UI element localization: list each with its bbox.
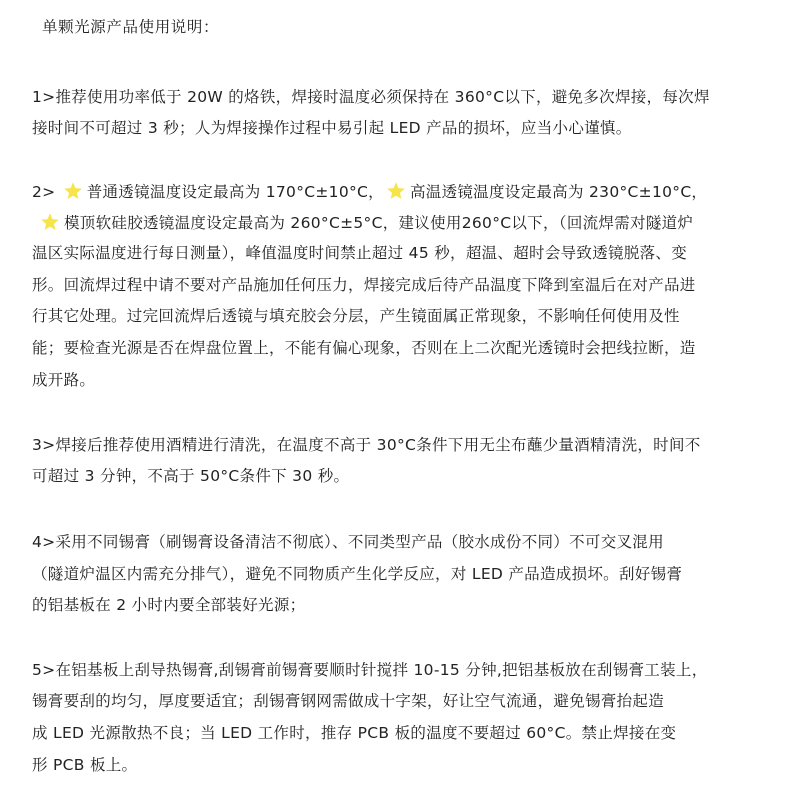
section-5-line-2: 锡膏要刮的均匀，厚度要适宜；刮锡膏钢网需做成十字架，好让空气流通，避免锡膏抬起造	[32, 692, 665, 710]
section-4-line-2: （隧道炉温区内需充分排气），避免不同物质产生化学反应，对 LED 产品造成损坏。刮好锡膏	[32, 565, 683, 583]
section-3-line-1: 3>焊接后推荐使用酒精进行清洗，在温度不高于 30°C条件下用无尘布蘸少量酒精清洗，时间不	[32, 436, 701, 454]
section-2-line-1	[32, 181, 707, 202]
star-icon	[63, 181, 83, 201]
section-4-line-3: 的铝基板在 2 小时内要全部装好光源；	[32, 596, 306, 614]
section-2-silicone-lens: 模顶软硅胶透镜温度设定最高为 260°C±5°C，建议使用260°C以下，（回流焊需对隧道炉	[64, 214, 694, 232]
star-icon	[40, 212, 60, 232]
section-1-line-2: 接时间不可超过 3 秒；人为焊接操作过程中易引起 LED 产品的损坏，应当小心谨慎。	[32, 119, 632, 137]
star-icon	[386, 181, 406, 201]
section-2-prefix: 2>	[32, 183, 56, 201]
section-1-line-1: 1>推荐使用功率低于 20W 的烙铁，焊接时温度必须保持在 360°C以下，避免多次焊接，每次焊	[32, 88, 710, 106]
section-2-line-2	[38, 212, 693, 233]
section-2-high-temp-lens: 高温透镜温度设定最高为 230°C±10°C，	[409, 183, 708, 201]
section-2-line-5: 行其它处理。过完回流焊后透镜与填充胶会分层，产生镜面属正常现象，不影响任何使用及性	[32, 307, 680, 325]
section-2-ordinary-lens: 普通透镜温度设定最高为 170°C±10°C，	[86, 183, 384, 201]
section-2-line-6: 能；要检查光源是否在焊盘位置上，不能有偏心现象，否则在上二次配光透镜时会把线拉断，造	[32, 339, 696, 357]
section-5-line-3: 成 LED 光源散热不良；当 LED 工作时，推存 PCB 板的温度不要超过 60°C。禁止焊接在变	[32, 724, 677, 742]
section-3-line-2: 可超过 3 分钟，不高于 50°C条件下 30 秒。	[32, 467, 350, 485]
section-4-line-1: 4>采用不同锡膏（刷锡膏设备清洁不彻底）、不同类型产品（胶水成份不同）不可交叉混用	[32, 533, 664, 551]
section-5-line-4: 形 PCB 板上。	[32, 756, 138, 774]
section-2-line-7: 成开路。	[32, 371, 96, 389]
section-2-line-4: 形。回流焊过程中请不要对产品施加任何压力，焊接完成后待产品温度下降到室温后在对产品进	[32, 276, 696, 294]
section-2-line-3: 温区实际温度进行每日测量），峰值温度时间禁止超过 45 秒，超温、超时会导致透镜脱落、变	[32, 244, 688, 262]
page-title: 单颗光源产品使用说明：	[42, 18, 220, 36]
section-5-line-1: 5>在铝基板上刮导热锡膏,刮锡膏前锡膏要顺时针搅拌 10-15 分钟,把铝基板放在刮锡膏工装上，	[32, 661, 708, 679]
